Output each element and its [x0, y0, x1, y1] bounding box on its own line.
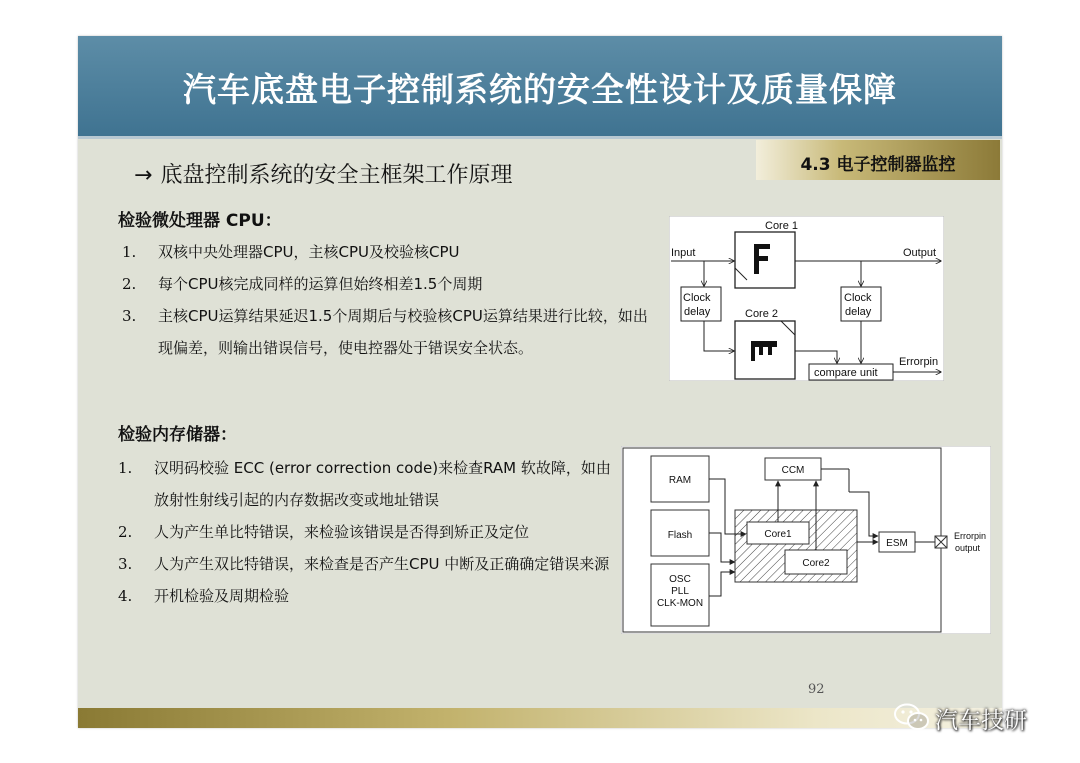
core1-label: Core 1: [765, 220, 799, 232]
osc-label: OSC: [669, 574, 691, 585]
list-item: [118, 580, 618, 612]
core2-label: Core 2: [745, 308, 779, 320]
section-badge: [756, 140, 1000, 180]
subheading: [134, 158, 512, 189]
list-item-text: 人为产生单比特错误，来检验该错误是否得到矫正及定位: [154, 523, 530, 541]
list-item: [122, 236, 652, 268]
core1-label: Core1: [764, 529, 792, 540]
list-item-number: 2.: [118, 523, 133, 541]
slide: [78, 36, 1002, 728]
list-item-text: 汉明码校验 ECC (error correction code)来检查RAM 软故障，如由放射性射线引起的内存数据改变或地址错误: [154, 459, 611, 509]
list-item: [122, 268, 652, 300]
compare-unit-label: compare unit: [814, 367, 878, 379]
wechat-icon: [893, 702, 931, 732]
list-item: [118, 516, 618, 548]
cpu-list: [122, 236, 652, 364]
errorpin-label: Errorpin: [954, 531, 987, 541]
page-number: 92: [808, 682, 825, 697]
title-bar: [78, 36, 1002, 139]
list-item: [118, 452, 618, 516]
core2-box: [735, 321, 795, 379]
watermark: [893, 700, 1063, 734]
list-item-text: 开机检验及周期检验: [154, 587, 290, 605]
ram-label: RAM: [668, 475, 692, 486]
list-item-number: 1.: [122, 243, 137, 261]
input-label: Input: [671, 247, 696, 259]
clock-delay-label: delay: [684, 306, 711, 318]
clock-delay-label: Clock: [844, 292, 872, 304]
ccm-label: CCM: [781, 465, 805, 476]
list-item-text: 主核CPU运算结果延迟1.5个周期后与校验核CPU运算结果进行比较，如出现偏差，则输出错误信号，使电控器处于错误安全状态。: [158, 307, 648, 357]
output-label: Output: [903, 247, 937, 259]
section-badge-label: 4.3 电子控制器监控: [800, 155, 956, 175]
esm-label: ESM: [886, 538, 908, 549]
list-item-number: 4.: [118, 587, 133, 605]
list-item-number: 3.: [122, 307, 137, 325]
list-item-text: 人为产生双比特错误，来检查是否产生CPU 中断及正确确定错误来源: [154, 555, 610, 573]
pll-label: PLL: [671, 586, 689, 597]
cpu-heading: 检验微处理器 CPU：: [118, 211, 282, 231]
clock-delay-label: delay: [845, 306, 872, 318]
dual-core-cpu-diagram: [669, 216, 944, 381]
list-item: [118, 548, 618, 580]
list-item-number: 1.: [118, 459, 133, 477]
bottom-bar: [78, 708, 1002, 728]
errorpin-label: Errorpin: [899, 356, 939, 368]
list-item-text: 双核中央处理器CPU，主核CPU及校验核CPU: [158, 243, 460, 261]
clkmon-label: CLK-MON: [656, 598, 704, 609]
core2-label: Core2: [802, 558, 830, 569]
list-item-number: 3.: [118, 555, 133, 573]
clock-delay-label: Clock: [683, 292, 711, 304]
watermark-text: 汽车技研: [935, 708, 1027, 734]
output-label: output: [955, 543, 981, 553]
memory-heading: 检验内存储器：: [118, 425, 237, 445]
memory-check-diagram: [621, 446, 991, 634]
list-item: [122, 300, 652, 364]
arrow-right-icon: →: [134, 163, 153, 188]
list-item-text: 每个CPU核完成同样的运算但始终相差1.5个周期: [158, 275, 483, 293]
slide-title: 汽车底盘电子控制系统的安全性设计及质量保障: [183, 70, 897, 109]
subheading-text: 底盘控制系统的安全主框架工作原理: [160, 163, 513, 188]
list-item-number: 2.: [122, 275, 137, 293]
memory-list: [118, 452, 618, 612]
flash-label: Flash: [667, 530, 693, 541]
